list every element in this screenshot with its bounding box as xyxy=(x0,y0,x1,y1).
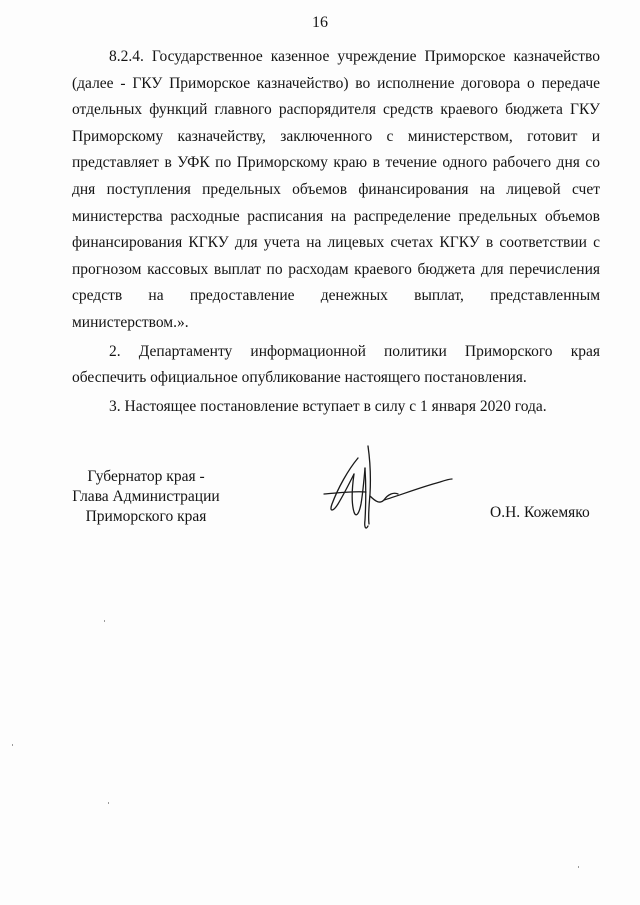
scan-speck xyxy=(104,620,105,622)
signatory-title xyxy=(66,467,226,527)
signatory-title-line-2: Глава Администрации xyxy=(72,488,220,505)
handwritten-signature xyxy=(318,444,458,534)
signatory-title-line-3: Приморского края xyxy=(85,508,207,525)
clause-3: 3. Настоящее постановление вступает в силу с 1 января 2020 года. xyxy=(109,397,547,415)
paragraph-8-2-4: 8.2.4. Государственное казенное учреждение Приморское казначейство (далее - ГКУ Приморское казначейство) во исполнение договора о передаче отдельных функций главного распорядителя средств краевого бюджета ГКУ Приморскому казначейству, заключенного с министерством, готовит и представляет в УФК по Приморскому краю в течение одного рабочего дня со дня поступления предельных объемов финансирования на лицевой счет министерства расходные расписания на распределение предельных объемов финансирования КГКУ для учета на лицевых счетах КГКУ в соответствии с прогнозом кассовых выплат по расходам краевого бюджета для перечисления средств на предоставление денежных выплат, представленным министерством.». xyxy=(72,48,600,331)
scan-speck xyxy=(108,802,109,804)
signatory-title-line-1: Губернатор края - xyxy=(87,468,205,485)
scan-speck xyxy=(12,744,13,746)
signatory-name: О.Н. Кожемяко xyxy=(490,504,590,521)
document-body xyxy=(72,44,600,420)
scan-speck xyxy=(578,866,579,868)
page-number: 16 xyxy=(312,14,328,31)
clause-2: 2. Департаменту информационной политики Приморского края обеспечить официальное опубликование настоящего постановления. xyxy=(72,342,600,387)
